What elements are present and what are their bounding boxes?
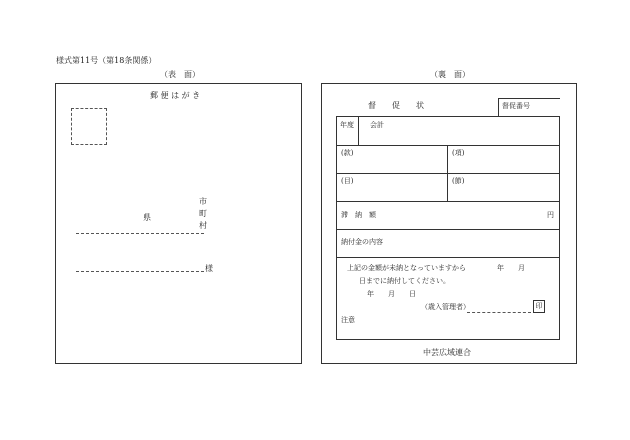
front-heading: （表 面） [160, 70, 200, 79]
notice-line-1: 上記の金額が未納となっていますから [347, 264, 466, 272]
municipality-char-town: 町 [199, 209, 207, 218]
form-number: 様式第11号（第18条関係） [56, 56, 157, 65]
address-line [76, 233, 204, 234]
fiscal-year-label: 年度 [340, 121, 354, 129]
back-panel [321, 83, 577, 364]
treasurer-line [467, 312, 531, 313]
account-label: 会計 [370, 121, 384, 129]
postcard-title: 郵 便 は が き [150, 91, 201, 100]
front-panel [55, 83, 302, 364]
kan-label: (款) [341, 149, 354, 157]
municipality-label [199, 196, 207, 232]
note-label: 注意 [341, 316, 355, 324]
name-line [76, 271, 204, 272]
treasurer-label: （歳入管理者） [421, 303, 470, 311]
municipality-char-village: 村 [199, 221, 207, 230]
back-heading: （裏 面） [430, 70, 470, 79]
prefecture-label: 県 [143, 213, 151, 222]
honorific-label: 様 [205, 264, 213, 273]
number-label: 督促番号 [502, 102, 530, 110]
kou-label: (項) [452, 149, 465, 157]
number-box [498, 98, 560, 116]
overdue-amount-label: 滞 納 額 [341, 211, 376, 219]
municipality-char-city: 市 [199, 197, 207, 206]
contents-label: 納付金の内容 [341, 238, 383, 246]
moku-label: (目) [341, 177, 354, 185]
seal-mark: 印 [533, 300, 545, 313]
notice-line-2: 日までに納付してください。 [359, 277, 450, 285]
dunning-title: 督 促 状 [368, 101, 424, 110]
setsu-label: (節) [452, 177, 465, 185]
issue-date-line: 年 月 日 [367, 290, 416, 298]
issuer-name: 中芸広域連合 [423, 348, 471, 357]
dunning-table [336, 116, 560, 340]
yen-label: 円 [547, 211, 554, 219]
deadline-year-month: 年 月 [497, 264, 525, 272]
stamp-box [71, 108, 107, 145]
